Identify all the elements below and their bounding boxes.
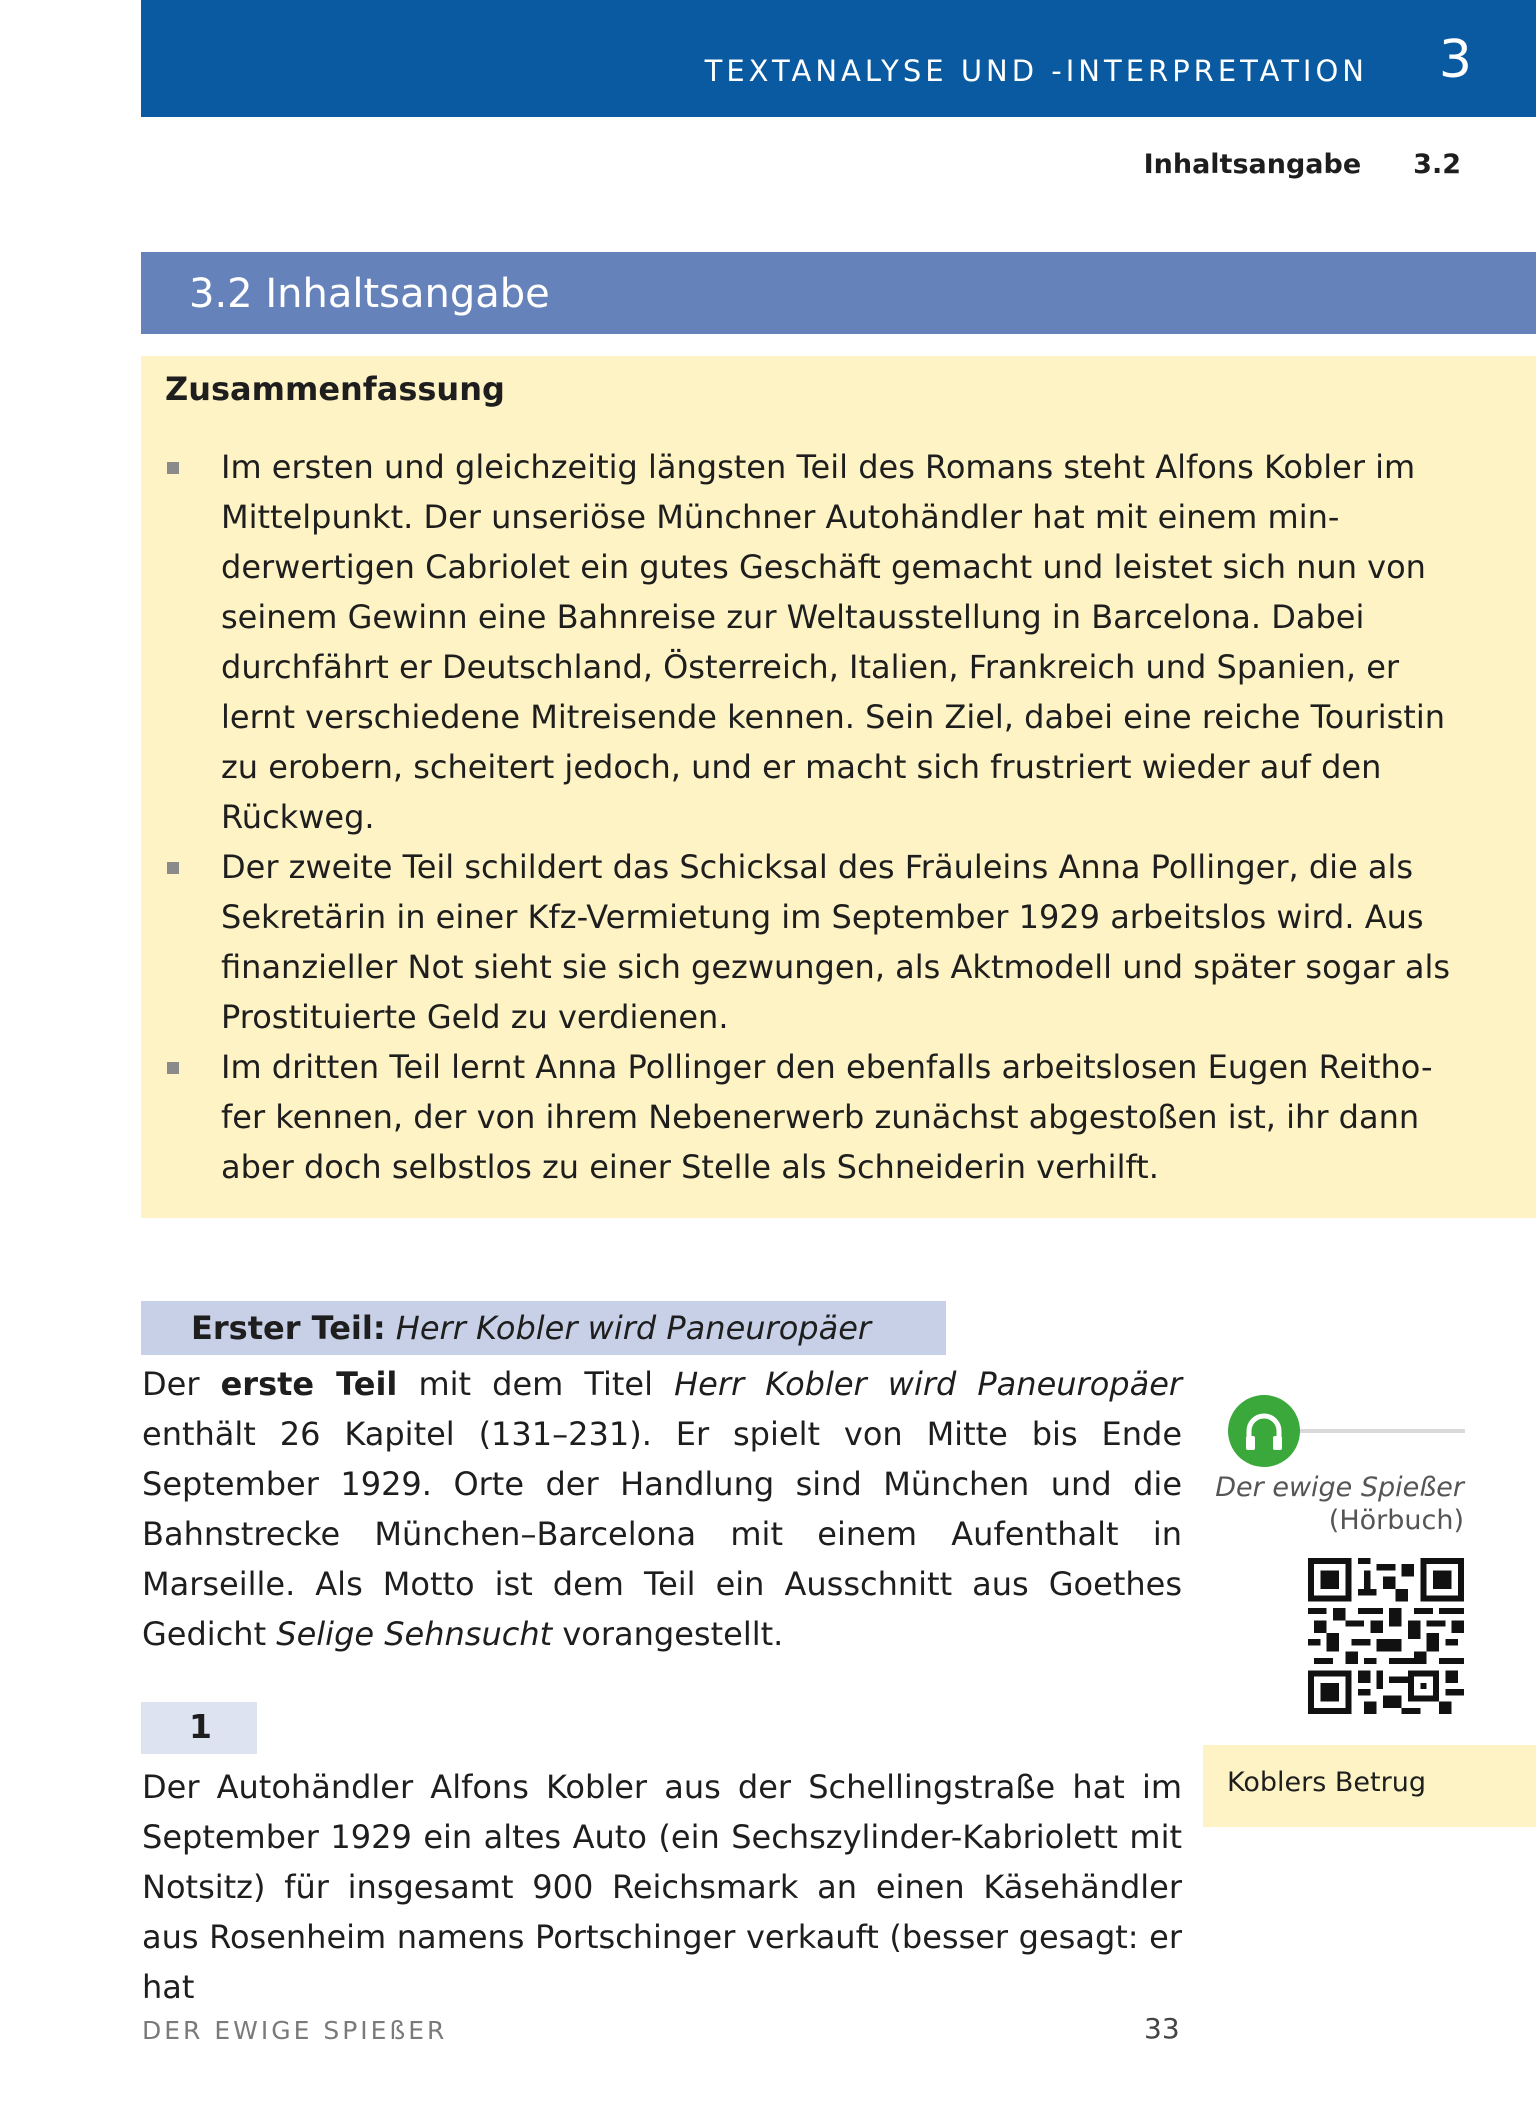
chapter-paragraph: Der Autohändler Alfons Kobler aus der Schellingstraße hat im September 1929 ein altes Auto (ein Sechszylinder-Kabriolett mit Notsitz) für insgesamt 900 Reichsmark an einen Käsehändler aus Rosenheim namens Portschinger verkauft (besser gesagt: er hat (142, 1768, 1182, 2006)
summary-item (167, 1042, 1457, 1192)
part-intro-paragraph (142, 1359, 1182, 1659)
part-heading (141, 1301, 946, 1355)
page-number: 33 (1144, 2012, 1180, 2045)
footer-book-title: DER EWIGE SPIEßER (142, 2016, 448, 2045)
summary-item (167, 842, 1457, 1042)
summary-box (141, 356, 1536, 1218)
part-heading-text (191, 1309, 871, 1347)
intro-italic-poem: Selige Sehnsucht (276, 1615, 553, 1653)
running-head-number: 3.2 (1413, 149, 1461, 180)
intro-text: Der (142, 1365, 221, 1403)
intro-text: vorangestellt. (552, 1615, 784, 1653)
intro-italic-title: Herr Kobler wird Paneuropäer (674, 1365, 1183, 1403)
audio-title: Der ewige Spießer (1215, 1472, 1464, 1503)
chapter-number: 3 (1438, 30, 1472, 90)
chapter-title: TEXTANALYSE UND -INTERPRETATION (704, 54, 1368, 88)
headphones-icon-graphic (1228, 1395, 1300, 1467)
summary-list (167, 442, 1457, 1192)
running-head (1144, 149, 1461, 180)
part-heading-title: Herr Kobler wird Paneuropäer (395, 1309, 872, 1347)
square-bullet-icon (167, 1062, 179, 1074)
chapter-number-label: 1 (189, 1707, 212, 1746)
summary-item-text: Der zweite Teil schildert das Schicksal des Fräuleins Anna Pollinger, die als Sekretärin in einer Kfz-Vermietung im September 1929 arbeitslos wird. Aus finanzieller Not sieht sie sich gezwungen, als Aktmodell und später sogar als Prostituierte Geld zu verdienen. (221, 848, 1451, 1036)
summary-item-text: Im ersten und gleichzeitig längsten Teil des Romans steht Alfons Kobler im Mittelpunkt. Der unseriöse Münchner Autohändler hat mit einem min-derwertigen Cabriolet ein gutes Geschäft gemacht und leistet sich nun von seinem Gewinn eine Bahnreise zur Weltausstellung in Barcelona. Dabei durchfährt er Deutschland, Österreich, Italien, Frankreich und Spanien, er lernt verschiedene Mitreisende kennen. Sein Ziel, dabei eine reiche Touristin zu erobern, scheitert jedoch, und er macht sich frustriert wieder auf den Rückweg. (221, 448, 1446, 836)
running-head-title: Inhaltsangabe (1143, 149, 1362, 180)
square-bullet-icon (167, 862, 179, 874)
audio-subtitle: (Hörbuch) (1328, 1505, 1464, 1536)
chapter-banner (141, 0, 1536, 117)
intro-text: mit dem Titel (397, 1365, 675, 1403)
qr-code[interactable] (1308, 1558, 1464, 1714)
margin-note-text: Koblers Betrug (1227, 1767, 1426, 1798)
summary-item-text: Im dritten Teil lernt Anna Pollinger den ebenfalls arbeitslosen Eugen Reitho-fer kennen, der von ihrem Nebenerwerb zunächst abgestoßen ist, ihr dann aber doch selbstlos zu einer Stelle als Schneiderin verhilft. (221, 1048, 1433, 1186)
intro-text: enthält 26 Kapitel (131–231). Er spielt von Mitte bis Ende September 1929. Orte der Handlung sind München und die Bahnstrecke München–Barcelona mit einem Aufenthalt in Marseille. Als Motto ist dem Teil ein Ausschnitt aus Goethes Gedicht (142, 1415, 1182, 1653)
margin-note (1203, 1745, 1536, 1827)
section-title: 3.2 Inhaltsangabe (189, 271, 550, 317)
intro-bold: erste Teil (220, 1365, 398, 1403)
summary-heading: Zusammenfassung (165, 370, 505, 408)
summary-item (167, 442, 1457, 842)
square-bullet-icon (167, 462, 179, 474)
headphones-icon[interactable] (1228, 1395, 1300, 1467)
audio-divider (1300, 1429, 1465, 1433)
section-heading-bar (141, 252, 1536, 334)
part-heading-label: Erster Teil: (191, 1309, 386, 1347)
chapter-number-box (141, 1702, 257, 1754)
